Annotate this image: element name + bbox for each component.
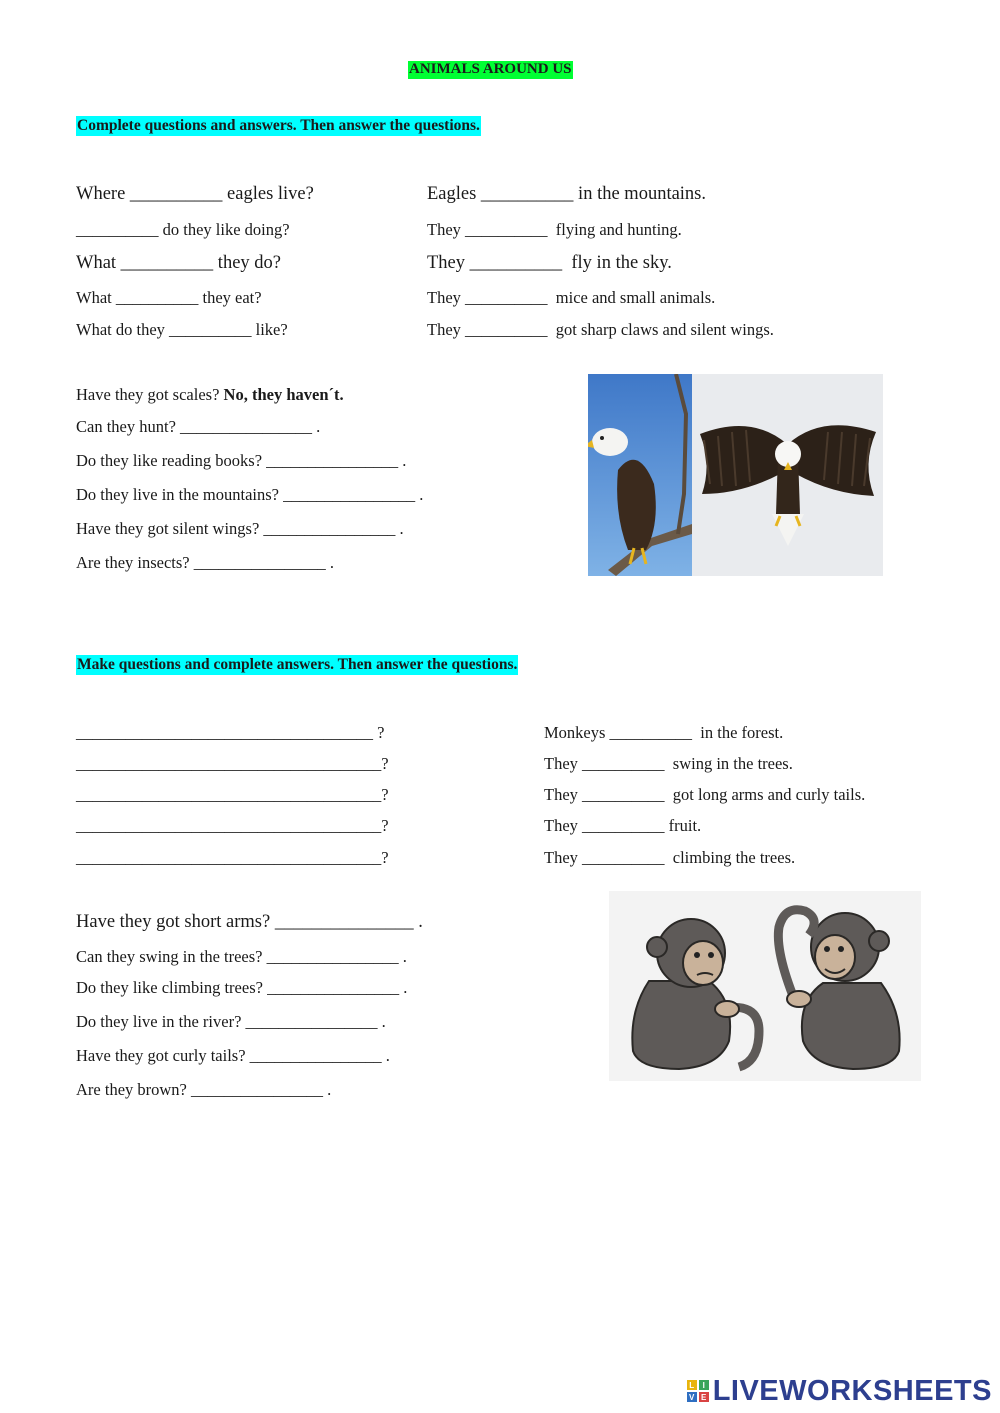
s1-yesno-4: Have they got silent wings? ________________ . (76, 519, 404, 538)
s1-question-4: What __________ they eat? (76, 288, 262, 307)
s1-example-answer: No, they haven´t. (223, 385, 344, 404)
s2-question-1: ____________________________________ ? (76, 723, 385, 742)
logo-letter-e: E (699, 1392, 709, 1402)
s2-yesno-4: Do they live in the river? ________________ . (76, 1012, 386, 1031)
logo-mark-icon (687, 1380, 709, 1402)
s1-yesno-3: Do they live in the mountains? ________________ . (76, 485, 424, 504)
logo-letter-v: V (687, 1392, 697, 1402)
liveworksheets-brand-text: LIVEWORKSHEETS (712, 1374, 992, 1407)
s1-question-1: Where __________ eagles live? (76, 184, 314, 204)
s1-answer-2: They __________ flying and hunting. (427, 220, 682, 239)
section1-instruction: Complete questions and answers. Then answer the questions. (77, 117, 480, 134)
worksheet-title: ANIMALS AROUND US (409, 61, 572, 77)
monkeys-image (609, 891, 921, 1081)
s2-question-2: _____________________________________? (76, 754, 389, 773)
s2-question-5: _____________________________________? (76, 848, 389, 867)
s1-answer-4: They __________ mice and small animals. (427, 288, 716, 307)
s2-yesno-3: Do they like climbing trees? ________________ . (76, 978, 408, 997)
s2-answer-3: They __________ got long arms and curly tails. (544, 785, 866, 804)
s2-answer-4: They __________ fruit. (544, 816, 702, 835)
eagle-perched-image (588, 374, 692, 576)
s1-example (76, 387, 344, 404)
s1-question-3: What __________ they do? (76, 253, 281, 273)
s2-question-4: _____________________________________? (76, 816, 389, 835)
s2-yesno-1: Have they got short arms? _______________ . (76, 912, 423, 932)
s1-yesno-2: Do they like reading books? ________________ . (76, 451, 407, 470)
liveworksheets-logo (687, 1375, 992, 1407)
s2-yesno-5: Have they got curly tails? ________________ . (76, 1046, 390, 1065)
s2-yesno-6: Are they brown? ________________ . (76, 1080, 332, 1099)
s2-question-3: _____________________________________? (76, 785, 389, 804)
eagle-flying-image (692, 374, 883, 576)
s2-yesno-2: Can they swing in the trees? ________________ . (76, 947, 407, 966)
s1-question-2: __________ do they like doing? (76, 220, 290, 239)
s1-example-question: Have they got scales? (76, 385, 224, 404)
s2-answer-5: They __________ climbing the trees. (544, 848, 796, 867)
s1-answer-3: They __________ fly in the sky. (427, 253, 672, 273)
s1-yesno-1: Can they hunt? ________________ . (76, 417, 321, 436)
s2-answer-1: Monkeys __________ in the forest. (544, 723, 784, 742)
s1-yesno-5: Are they insects? ________________ . (76, 553, 334, 572)
logo-letter-i: I (699, 1380, 709, 1390)
logo-letter-l: L (687, 1380, 697, 1390)
s1-question-5: What do they __________ like? (76, 320, 288, 339)
s1-answer-1: Eagles __________ in the mountains. (427, 184, 707, 204)
s1-answer-5: They __________ got sharp claws and silent wings. (427, 320, 774, 339)
s2-answer-2: They __________ swing in the trees. (544, 754, 793, 773)
section2-instruction: Make questions and complete answers. Then answer the questions. (77, 656, 518, 673)
